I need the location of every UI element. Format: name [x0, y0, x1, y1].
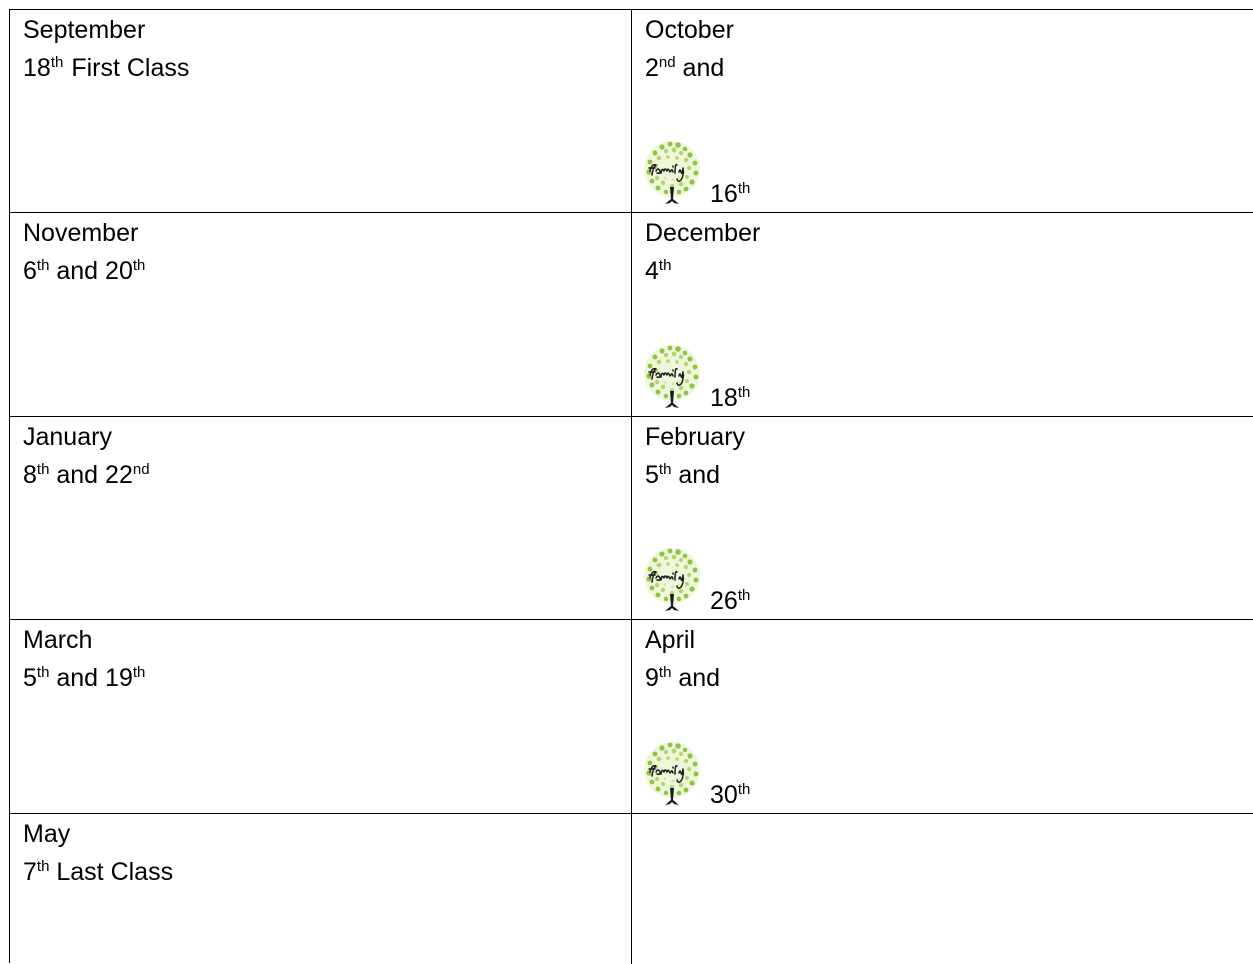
- date-note: and: [56, 257, 99, 285]
- date-number: 20: [105, 257, 133, 285]
- schedule-cell-december: [632, 213, 1253, 416]
- date-suffix: nd: [658, 54, 676, 71]
- family-class-date: [710, 779, 750, 811]
- class-dates: [23, 457, 150, 493]
- month-label: April: [645, 626, 696, 654]
- date-suffix: th: [36, 858, 50, 875]
- date-number: 4: [645, 257, 659, 285]
- date-note: and: [678, 664, 721, 692]
- table-row: [10, 814, 1253, 964]
- schedule-cell-may: [10, 814, 632, 964]
- class-dates: [645, 50, 724, 86]
- class-dates: [23, 253, 145, 289]
- schedule-cell-january: [10, 417, 632, 619]
- month-label: September: [23, 16, 146, 44]
- date-number: 9: [645, 664, 659, 692]
- family-class-date: [710, 178, 750, 210]
- family-tree-logo-icon: [640, 336, 704, 414]
- month-label: March: [23, 626, 93, 654]
- date-note: and: [56, 664, 99, 692]
- family-tree-logo-icon: [640, 539, 704, 617]
- date-suffix: th: [36, 461, 50, 478]
- date-number: 30: [710, 781, 738, 809]
- date-note: First Class: [71, 54, 190, 82]
- date-number: 6: [23, 257, 37, 285]
- date-number: 18: [710, 384, 738, 412]
- date-suffix: th: [737, 587, 751, 604]
- date-number: 7: [23, 858, 37, 886]
- date-suffix: th: [737, 384, 751, 401]
- class-dates: [645, 457, 720, 493]
- date-suffix: th: [737, 180, 751, 197]
- family-tree-logo-icon: [640, 132, 704, 210]
- class-dates: [23, 660, 145, 696]
- date-number: 5: [645, 461, 659, 489]
- date-suffix: th: [658, 664, 672, 681]
- date-suffix: th: [132, 257, 146, 274]
- class-dates: [23, 854, 173, 890]
- date-suffix: th: [658, 257, 672, 274]
- date-suffix: th: [658, 461, 672, 478]
- date-number: 5: [23, 664, 37, 692]
- date-suffix: th: [132, 664, 146, 681]
- schedule-cell-april: [632, 620, 1253, 813]
- schedule-cell-october: [632, 10, 1253, 212]
- date-number: 18: [23, 54, 51, 82]
- date-number: 22: [105, 461, 133, 489]
- class-schedule-table: [9, 9, 1253, 963]
- date-suffix: th: [36, 257, 50, 274]
- date-suffix: th: [737, 781, 751, 798]
- schedule-cell-november: [10, 213, 632, 416]
- table-row: [10, 417, 1253, 620]
- family-tree-logo-icon: [640, 733, 704, 811]
- date-note: and: [56, 461, 99, 489]
- date-number: 2: [645, 54, 659, 82]
- date-number: 16: [710, 180, 738, 208]
- schedule-cell-empty: [632, 814, 1253, 964]
- date-suffix: nd: [132, 461, 150, 478]
- date-suffix: th: [36, 664, 50, 681]
- class-dates: [645, 253, 671, 289]
- month-label: October: [645, 16, 734, 44]
- table-row: [10, 620, 1253, 814]
- class-dates: [23, 50, 189, 86]
- table-row: [10, 213, 1253, 417]
- date-number: 8: [23, 461, 37, 489]
- date-note: and: [678, 461, 721, 489]
- date-number: 26: [710, 587, 738, 615]
- class-dates: [645, 660, 720, 696]
- month-label: January: [23, 423, 112, 451]
- schedule-cell-march: [10, 620, 632, 813]
- family-class-date: [710, 585, 750, 617]
- month-label: May: [23, 820, 71, 848]
- schedule-cell-february: [632, 417, 1253, 619]
- month-label: November: [23, 219, 139, 247]
- date-note: Last Class: [56, 858, 174, 886]
- month-label: December: [645, 219, 761, 247]
- date-number: 19: [105, 664, 133, 692]
- table-row: [10, 10, 1253, 213]
- date-suffix: th: [50, 54, 64, 71]
- date-note: and: [682, 54, 725, 82]
- month-label: February: [645, 423, 746, 451]
- family-class-date: [710, 382, 750, 414]
- schedule-cell-september: [10, 10, 632, 212]
